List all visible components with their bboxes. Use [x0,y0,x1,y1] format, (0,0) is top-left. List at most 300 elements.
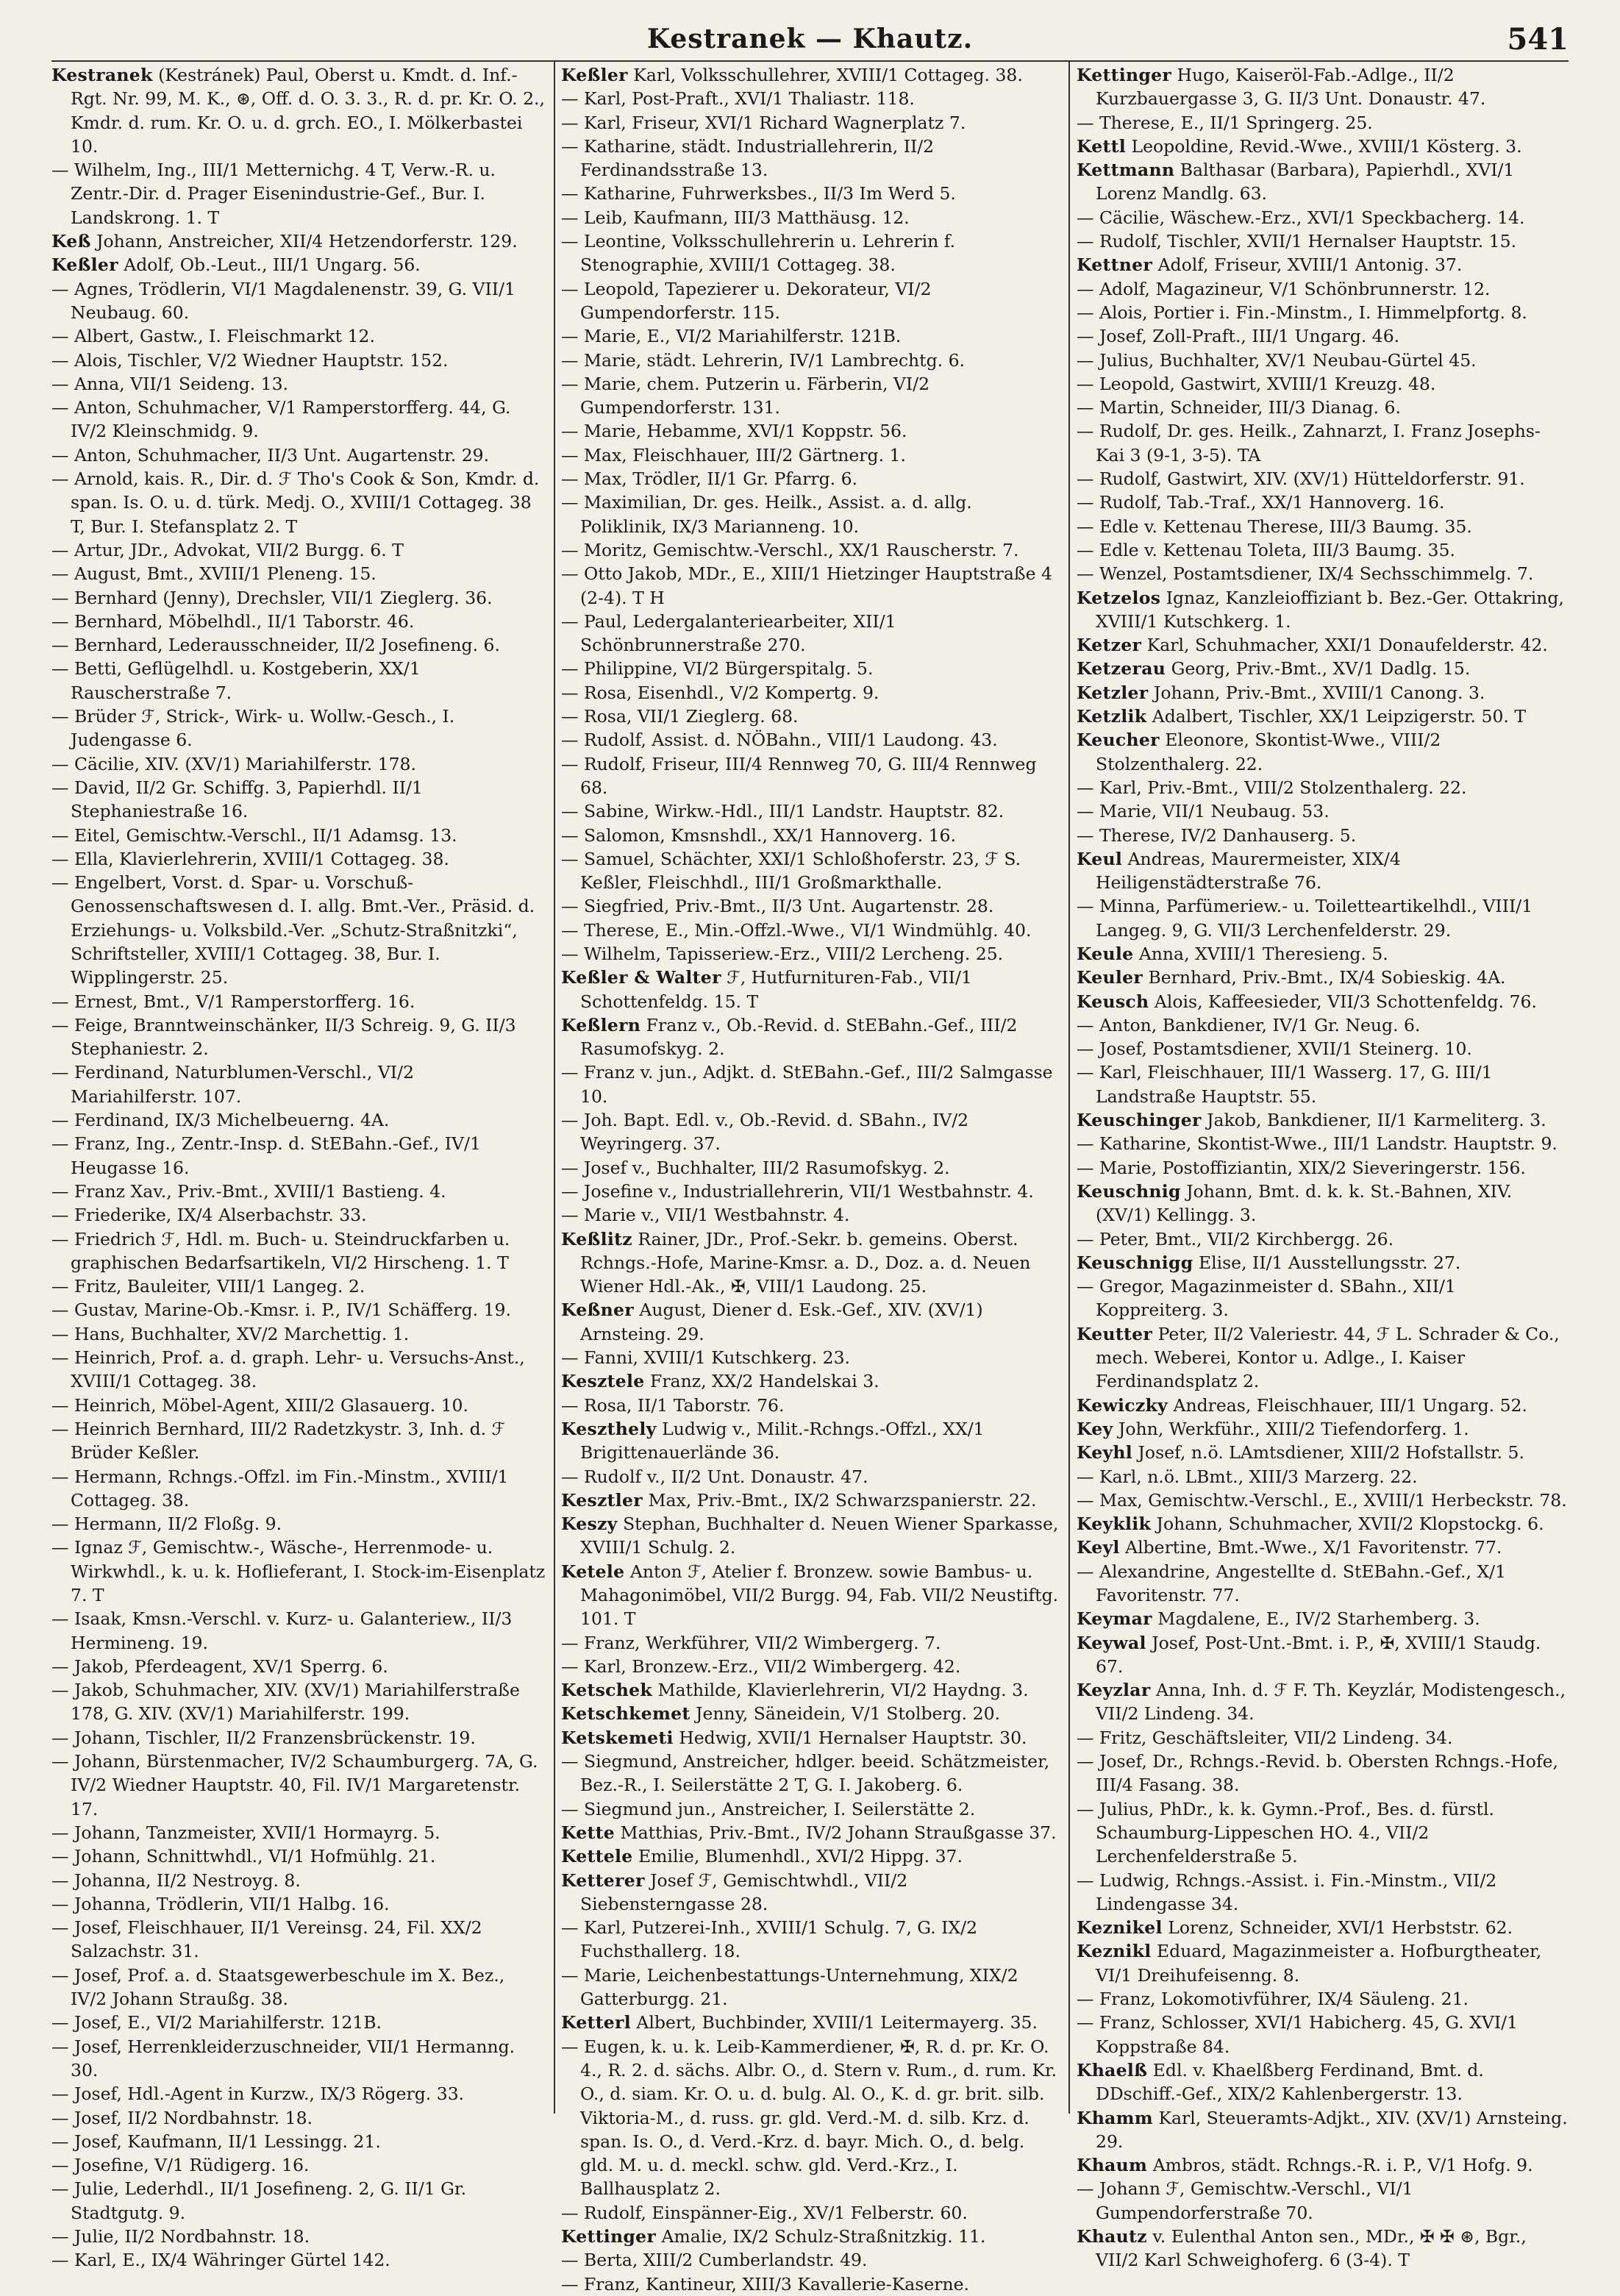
directory-entry [51,2011,546,2034]
directory-entry [1077,562,1569,585]
entry-text: Johann, Schuhmacher, XVII/2 Klopstockg. 6. [1156,1514,1544,1535]
entry-text: — Rudolf, Assist. d. NÖBahn., VIII/1 Laudong. 43. [561,730,998,751]
directory-entry [1077,1322,1569,1394]
directory-entry [561,229,1061,277]
entry-text: — Marie, Postoffiziantin, XIX/2 Sieveringerstr. 156. [1077,1157,1526,1178]
entry-text: — Heinrich, Möbel-Agent, XIII/2 Glasauerg. 10. [51,1394,468,1416]
entry-surname: Keusch [1077,991,1149,1012]
directory-entry [1077,2058,1569,2106]
entry-text: — Rosa, Eisenhdl., V/2 Kompertg. 9. [561,682,879,703]
directory-entry [561,1702,1061,1725]
entry-surname: Ketschkemet [561,1703,691,1725]
entry-text: — Josef, Kaufmann, II/1 Lessingg. 21. [51,2131,381,2152]
entry-text: August, Diener d. Esk.-Gef., XIV. (XV/1) Arnsteing. 29. [580,1299,983,1344]
directory-entry [51,1132,546,1180]
entry-text: — Rudolf, Dr. ges. Heilk., Zahnarzt, I. Franz Josephs-Kai 3 (9-1, 3-5). TA [1077,421,1541,466]
directory-entry [1077,2225,1569,2272]
entry-text: — Johann, Schnittwhdl., VI/1 Hofmühlg. 21. [51,1846,436,1867]
entry-surname: Keuschinger [1077,1110,1202,1131]
entry-text: — Therese, IV/2 Danhauserg. 5. [1077,824,1357,846]
directory-entry [1077,491,1569,514]
directory-entry [51,1322,546,1346]
entry-surname: Keßner [561,1299,634,1321]
entry-text: — Josef, Zoll-Praft., III/1 Ungarg. 46. [1077,326,1400,347]
entry-text: — Karl, Priv.-Bmt., VIII/2 Stolzenthalerg. 22. [1077,777,1467,798]
directory-entry [561,467,1061,491]
directory-entry [51,229,546,253]
directory-entry [561,2011,1061,2034]
directory-entry [1077,1939,1569,1987]
entry-surname: Khaelß [1077,2059,1148,2081]
directory-entry [561,1108,1061,1156]
entry-surname: Key [1077,1418,1113,1439]
entry-text: — Franz, Werkführer, VII/2 Wimbergerg. 7. [561,1632,941,1653]
entry-text: Matthias, Priv.-Bmt., IV/2 Johann Straußgasse 37. [620,1822,1057,1843]
directory-entry [51,372,546,396]
entry-text: — Gustav, Marine-Ob.-Kmsr. i. P., IV/1 Schäfferg. 19. [51,1299,511,1321]
directory-entry [1077,1512,1569,1536]
entry-text: — Franz Xav., Priv.-Bmt., XVIII/1 Bastieng. 4. [51,1180,446,1202]
entry-surname: Keßlitz [561,1228,632,1249]
entry-text: — Franz, Kantineur, XIII/3 Kavallerie-Kaserne. [561,2273,969,2295]
entry-text: Karl, Steueramts-Adjkt., XIV. (XV/1) Arnsteing. 29. [1096,2107,1568,2152]
entry-text: — Hermann, Rchngs.-Offzl. im Fin.-Minstm., XVIII/1 Cottageg. 38. [51,1466,509,1511]
entry-text: — Eitel, Gemischtw.-Verschl., II/1 Adamsg. 13. [51,824,457,846]
directory-entry [51,1417,546,1465]
entry-text: Adalbert, Tischler, XX/1 Leipzigerstr. 50. T [1152,706,1527,727]
entry-surname: Kettinger [561,2226,657,2247]
entry-text: — Samuel, Schächter, XXI/1 Schloßhoferstr. 23, ℱ S. Keßler, Fleischhdl., III/1 Großmarkthalle. [561,848,1021,894]
directory-entry [51,2248,546,2272]
directory-entry [561,1844,1061,1868]
directory-entry [561,1964,1061,2011]
directory-entry [51,1013,546,1061]
entry-text: — Isaak, Kmsn.-Verschl. v. Kurz- u. Galanteriew., II/3 Hermineng. 19. [51,1608,513,1653]
entry-surname: Keutter [1077,1323,1153,1344]
entry-surname: Keßler [51,254,118,276]
entry-text: Anna, XVIII/1 Theresieng. 5. [1138,943,1388,964]
entry-text: Elise, II/1 Ausstellungsstr. 27. [1198,1252,1461,1273]
entry-text: — Siegmund, Anstreicher, hdlger. beeid. Schätzmeister, Bez.-R., I. Seilerstätte 2 T, G. I. Jakoberg. 6. [561,1751,1050,1796]
column-3 [1077,63,1569,2271]
directory-entry [1077,253,1569,277]
entry-text: Eduard, Magazinmeister a. Hofburgtheater, VI/1 Dreihufeisenng. 8. [1096,1941,1542,1986]
directory-entry [1077,206,1569,229]
entry-surname: Ketzer [1077,635,1142,656]
entry-text: Emilie, Blumenhdl., XVI/2 Hippg. 37. [638,1846,963,1867]
directory-entry [1077,586,1569,634]
entry-text: — Johann, Tanzmeister, XVII/1 Hormayrg. 5. [51,1822,440,1843]
entry-text: — Salomon, Kmsnshdl., XX/1 Hannoverg. 16. [561,824,956,846]
directory-entry [1077,2177,1569,2225]
entry-text: Ludwig v., Milit.-Rchngs.-Offzl., XX/1 Brigittenauerlände 36. [580,1418,985,1463]
entry-surname: Keznikl [1077,1941,1152,1962]
directory-entry [1077,63,1569,111]
entry-text: Albert, Buchbinder, XVIII/1 Leitermayerg. 35. [636,2012,1038,2033]
directory-entry [561,847,1061,895]
directory-entry [51,752,546,776]
entry-text: — Edle v. Kettenau Toleta, III/3 Baumg. 35. [1077,539,1455,560]
entry-text: Anton ℱ, Atelier f. Bronzew. sowie Bambus- u. Mahagonimöbel, VII/2 Burgg. 94, Fab. VII/2 Neustiftg. 101. T [580,1561,1059,1630]
entry-text: — Josef, Herrenkleiderzuschneider, VII/1 Hermanng. 30. [51,2036,515,2081]
entry-text: — Sabine, Wirkw.-Hdl., III/1 Landstr. Hauptstr. 82. [561,801,1005,822]
directory-entry [1077,776,1569,799]
entry-text: — Brüder ℱ, Strick-, Wirk- u. Wollw.-Gesch., I. Judengasse 6. [51,706,455,751]
directory-entry [1077,1108,1569,1132]
entry-surname: Ketzelos [1077,587,1161,608]
directory-entry [51,1536,546,1607]
entry-text: — Bernhard (Jenny), Drechsler, VII/1 Zieglerg. 36. [51,587,493,608]
directory-entry [561,705,1061,728]
entry-text: — Katharine, städt. Industriallehrerin, II/2 Ferdinandsstraße 13. [561,135,935,181]
directory-entry [51,2106,546,2130]
entry-surname: Kettl [1077,135,1126,157]
directory-entry [51,1180,546,1203]
directory-entry [1077,728,1569,776]
directory-entry [561,419,1061,443]
entry-text: — Karl, Putzerei-Inh., XVIII/1 Schulg. 7, G. IX/2 Fuchsthallerg. 18. [561,1917,978,1962]
entry-text: — Alexandrine, Angestellte d. StEBahn.-Gef., X/1 Favoritenstr. 77. [1077,1561,1507,1605]
entry-text: — Artur, JDr., Advokat, VII/2 Burgg. 6. T [51,539,404,560]
entry-text: — Marie, Leichenbestattungs-Unternehmung, XIX/2 Gatterburgg. 21. [561,1964,1018,2010]
directory-entry [1077,824,1569,847]
entry-text: — Alois, Portier i. Fin.-Minstm., I. Himmelpfortg. 8. [1077,302,1527,323]
entry-text: — Julius, PhDr., k. k. Gymn.-Prof., Bes. d. fürstl. Schaumburg-Lippeschen HO. 4., VII/2 Lerchenfelderstraße 5. [1077,1798,1494,1867]
entry-text: — Karl, E., IX/4 Währinger Gürtel 142. [51,2250,390,2271]
entry-surname: Kettinger [1077,65,1172,85]
entry-text: ℱ, Hutfurnituren-Fab., VII/1 Schottenfeldg. 15. T [580,967,972,1012]
directory-entry [561,63,1061,87]
entry-text: — Johanna, Trödlerin, VII/1 Halbg. 16. [51,1893,390,1914]
entry-text: — Cäcilie, Wäschew.-Erz., XVI/1 Speckbacherg. 14. [1077,207,1525,228]
entry-text: — Karl, Bronzew.-Erz., VII/2 Wimbergerg. 42. [561,1655,961,1677]
entry-text: — Josef, Fleischhauer, II/1 Vereinsg. 24, Fil. XX/2 Salzachstr. 31. [51,1917,482,1962]
directory-entry [1077,1750,1569,1797]
directory-entry [561,752,1061,800]
entry-text: — Rosa, II/1 Taborstr. 76. [561,1394,785,1416]
directory-entry [51,1844,546,1868]
entry-text: — Marie, E., VI/2 Mariahilferstr. 121B. [561,326,902,347]
entry-text: — Eugen, k. u. k. Leib-Kammerdiener, ✠, R. d. pr. Kr. O. 4., R. 2. d. sächs. Albr. O., d. Stern v. Rum., d. rum. Kr. O., d. siam. Kr. O. u. d. bulg. Al. O., K. d. gr. brit. silb. Viktoria-M., d. russ. gr. gld. Verd.-M. d. silb. Krz. d. span. Is. O., d. Verd.-Krz. d. bayr. Mich. O., d. belg. gld. M. u. d. meckl. schw. gld. Verd.-Krz., I. Ballhausplatz 2. [561,2036,1057,2200]
directory-entry [561,1394,1061,1417]
directory-entry [561,562,1061,610]
entry-text: — Leontine, Volksschullehrerin u. Lehrerin f. Stenographie, XVIII/1 Cottageg. 38. [561,231,956,276]
entry-surname: Ketterer [561,1869,645,1891]
directory-entry [51,1274,546,1298]
directory-entry [561,2272,1061,2296]
directory-entry [1077,1489,1569,1512]
entry-text: — Friederike, IX/4 Alserbachstr. 33. [51,1205,367,1226]
entry-text: Josef, n.ö. LAmtsdiener, XIII/2 Hofstallstr. 5. [1138,1442,1524,1463]
directory-entry [51,1607,546,1655]
directory-entry [561,206,1061,229]
entry-surname: Khautz [1077,2226,1147,2247]
entry-text: — Therese, E., II/1 Springerg. 25. [1077,112,1373,133]
entry-text: Franz, XX/2 Handelskai 3. [650,1371,879,1392]
directory-entry [1077,942,1569,966]
entry-text: — Rudolf, Friseur, III/4 Rennweg 70, G. III/4 Rennweg 68. [561,753,1037,798]
entry-text: — Max, Trödler, II/1 Gr. Pfarrg. 6. [561,468,858,490]
entry-text: — Rudolf, Einspänner-Eig., XV/1 Felberstr. 60. [561,2202,968,2223]
entry-text: — Josef v., Buchhalter, III/2 Rasumofskyg. 2. [561,1157,950,1178]
entry-surname: Keyzlar [1077,1680,1151,1701]
directory-entry [561,135,1061,182]
entry-text: — Gregor, Magazinmeister d. SBahn., XII/1 Koppreiterg. 3. [1077,1276,1456,1321]
directory-entry [1077,1726,1569,1750]
directory-entry [561,491,1061,538]
page-header [51,19,1569,63]
directory-entry [1077,847,1569,895]
directory-entry [1077,1274,1569,1322]
entry-surname: Keßler [561,65,628,85]
directory-entry [51,610,546,633]
entry-text: — Josefine v., Industriallehrerin, VII/1 Westbahnstr. 4. [561,1180,1034,1202]
directory-entry [1077,1560,1569,1608]
entry-text: Georg, Priv.-Bmt., XV/1 Dadlg. 15. [1171,658,1471,680]
directory-entry [51,586,546,610]
entry-text: Adolf, Friseur, XVIII/1 Antonig. 37. [1157,254,1463,276]
directory-entry [1077,633,1569,657]
directory-entry [51,2035,546,2083]
entry-text: — Katharine, Fuhrwerksbes., II/3 Im Werd 5. [561,183,956,204]
entry-surname: Kesztler [561,1489,643,1511]
directory-entry [1077,1037,1569,1060]
directory-entry [1077,1987,1569,2011]
directory-entry [51,538,546,562]
entry-text: Hedwig, XVII/1 Hernalser Hauptstr. 30. [679,1727,1027,1748]
directory-entry [1077,799,1569,823]
directory-entry [561,1631,1061,1655]
entry-text: — Karl, Friseur, XVI/1 Richard Wagnerplatz 7. [561,112,966,133]
entry-text: Max, Priv.-Bmt., IX/2 Schwarzspanierstr. 22. [648,1489,1037,1511]
entry-text: — Josef, Hdl.-Agent in Kurzw., IX/3 Rögerg. 33. [51,2083,465,2105]
entry-text: — Minna, Parfümeriew.- u. Toiletteartikelhdl., VIII/1 Langeg. 9, G. VII/3 Lerchenfelderstr. 29. [1077,896,1533,941]
entry-text: Karl, Volksschullehrer, XVIII/1 Cottageg. 38. [633,65,1023,85]
entry-text: — Hans, Buchhalter, XV/2 Marchettig. 1. [51,1323,410,1344]
entry-text: — Max, Fleischhauer, III/2 Gärtnerg. 1. [561,444,906,466]
entry-text: Bernhard, Priv.-Bmt., IX/4 Sobieskig. 4A. [1148,967,1506,988]
entry-text: Johann, Bmt. d. k. k. St.-Bahnen, XIV. (XV/1) Kellingg. 3. [1096,1180,1513,1226]
entry-text: — Bernhard, Lederausschneider, II/2 Josefineng. 6. [51,635,500,656]
entry-text: Magdalene, E., IV/2 Starhemberg. 3. [1157,1608,1480,1630]
directory-entry [561,87,1061,110]
entry-text: — Josef, Dr., Rchngs.-Revid. b. Obersten Rchngs.-Hofe, III/4 Fasang. 38. [1077,1751,1559,1796]
directory-entry [51,633,546,657]
entry-surname: Keznikel [1077,1917,1163,1939]
directory-entry [51,1465,546,1513]
entry-surname: Kettner [1077,254,1153,276]
entry-surname: Keucher [1077,730,1160,751]
directory-entry [561,372,1061,420]
entry-text: — Rudolf, Gastwirt, XIV. (XV/1) Hütteldorferstr. 91. [1077,468,1525,490]
entry-surname: Kewiczky [1077,1394,1168,1416]
entry-text: — David, II/2 Gr. Schiffg. 3, Papierhdl. II/1 Stephaniestraße 16. [51,777,423,822]
directory-entry [1077,1251,1569,1274]
directory-entry [561,1298,1061,1346]
directory-entry [1077,966,1569,989]
directory-entry [561,966,1061,1013]
entry-surname: Ketzlik [1077,706,1147,727]
entry-text: — Rosa, VII/1 Zieglerg. 68. [561,706,799,727]
entry-text: — Bernhard, Möbelhdl., II/1 Taborstr. 46. [51,610,415,632]
entry-text: — Fritz, Bauleiter, VIII/1 Langeg. 2. [51,1276,365,1297]
directory-entry [561,610,1061,657]
directory-entry [51,1227,546,1275]
directory-entry [1077,396,1569,419]
entry-surname: Khaum [1077,2155,1148,2176]
entry-surname: Kettmann [1077,160,1175,181]
directory-entry [1077,372,1569,396]
entry-text: — Josef, Postamtsdiener, XVII/1 Steinerg. 10. [1077,1038,1472,1060]
entry-text: — Martin, Schneider, III/3 Dianag. 6. [1077,397,1401,418]
entry-text: Stephan, Buchhalter d. Neuen Wiener Sparkasse, XVIII/1 Schulg. 2. [580,1514,1059,1558]
directory-entry [51,1298,546,1322]
directory-entry [51,705,546,752]
directory-entry [1077,277,1569,301]
entry-text: — Marie, Hebamme, XVI/1 Koppstr. 56. [561,421,907,442]
entry-text: — Wenzel, Postamtsdiener, IX/4 Sechsschimmelg. 7. [1077,563,1534,585]
directory-entry [561,1346,1061,1369]
directory-entry [51,1512,546,1536]
entry-text: Karl, Schuhmacher, XXI/1 Donaufelderstr. 42. [1146,635,1548,656]
entry-text: Andreas, Fleischhauer, III/1 Ungarg. 52. [1173,1394,1527,1416]
directory-entry [561,2201,1061,2225]
directory-entry [561,1916,1061,1964]
entry-text: — Josef, Prof. a. d. Staatsgewerbeschule im X. Bez., IV/2 Johann Straußg. 38. [51,1964,505,2010]
directory-entry [51,562,546,585]
directory-entry [561,1560,1061,1631]
directory-entry [51,1892,546,1916]
entry-surname: Keßler & Walter [561,967,721,988]
directory-entry [561,1060,1061,1108]
entry-text: — Johann ℱ, Gemischtw.-Verschl., VI/1 Gumpendorferstraße 70. [1077,2178,1413,2223]
directory-entry [51,277,546,325]
entry-text: — Ferdinand, IX/3 Michelbeuerng. 4A. [51,1110,390,1131]
entry-text: — Friedrich ℱ, Hdl. m. Buch- u. Steindruckfarben u. graphischen Bedarfsartikeln, VI/2 Hirscheng. 1. T [51,1228,510,1273]
directory-entry [1077,1132,1569,1155]
entry-text: — Arnold, kais. R., Dir. d. ℱ Tho's Cook & Son, Kmdr. d. span. Is. O. u. d. türk. Medj. O., XVIII/1 Cottageg. 38 T, Bur. I. Stefansplatz 2. T [51,468,540,537]
entry-text: Franz v., Ob.-Revid. d. StEBahn.-Gef., III/2 Rasumofskyg. 2. [580,1014,1018,1060]
entry-text: — Julius, Buchhalter, XV/1 Neubau-Gürtel 45. [1077,349,1477,371]
directory-entry [1077,467,1569,491]
directory-entry [561,1203,1061,1227]
directory-entry [51,158,546,229]
directory-entry [561,1180,1061,1203]
entry-text: — Ludwig, Rchngs.-Assist. i. Fin.-Minstm., VII/2 Lindengasse 34. [1077,1869,1497,1914]
directory-entry [51,1108,546,1132]
entry-text: Leopoldine, Revid.-Wwe., XVIII/1 Kösterg. 3. [1131,135,1522,157]
entry-text: — Marie v., VII/1 Westbahnstr. 4. [561,1205,850,1226]
entry-text: — Marie, chem. Putzerin u. Färberin, VI/2 Gumpendorferstr. 131. [561,373,930,418]
column-1 [51,63,546,2271]
entry-text: — Otto Jakob, MDr., E., XIII/1 Hietzinger Hauptstraße 4 (2-4). T H [561,563,1052,608]
entry-surname: Keuschnig [1077,1180,1181,1202]
page-number: 541 [1507,22,1569,57]
directory-entry [51,1678,546,1726]
directory-entry [51,1203,546,1227]
entry-surname: Keßlern [561,1014,641,1035]
directory-entry [51,776,546,824]
entry-text: Balthasar (Barbara), Papierhdl., XVI/1 Lorenz Mandlg. 63. [1096,160,1515,204]
directory-entry [1077,1607,1569,1630]
directory-entry [1077,1013,1569,1037]
entry-text: — Alois, Tischler, V/2 Wiedner Hauptstr. 152. [51,349,449,371]
directory-entry [51,1655,546,1678]
directory-entry [561,1465,1061,1489]
directory-entry [1077,1441,1569,1464]
entry-surname: Keul [1077,848,1123,869]
entry-text: Hugo, Kaiseröl-Fab.-Adlge., II/2 Kurzbauergasse 3, G. II/3 Unt. Donaustr. 47. [1096,65,1486,110]
entry-text: — Josef, E., VI/2 Mariahilferstr. 121B. [51,2012,382,2033]
directory-entry [1077,229,1569,253]
directory-entry [1077,1916,1569,1939]
entry-surname: Khamm [1077,2107,1153,2128]
directory-entry [51,847,546,871]
entry-text: Josef, Post-Unt.-Bmt. i. P., ✠, XVIII/1 Staudg. 67. [1096,1632,1541,1677]
directory-entry [561,1512,1061,1560]
entry-text: — Betti, Geflügelhdl. u. Kostgeberin, XX/1 Rauscherstraße 7. [51,658,421,703]
entry-text: Adolf, Ob.-Leut., III/1 Ungarg. 56. [124,254,421,276]
entry-text: — Franz, Schlosser, XVI/1 Habicherg. 45, G. XVI/1 Koppstraße 84. [1077,2012,1519,2057]
entry-text: — Siegmund jun., Anstreicher, I. Seilerstätte 2. [561,1798,976,1819]
entry-text: Albertine, Bmt.-Wwe., X/1 Favoritenstr. 77. [1125,1537,1502,1558]
entry-text: — Josefine, V/1 Rüdigerg. 16. [51,2155,310,2176]
entry-text: — Franz v. jun., Adjkt. d. StEBahn.-Gef., III/2 Salmgasse 10. [561,1062,1053,1107]
entry-text: — Engelbert, Vorst. d. Spar- u. Vorschuß-Genossenschaftswesen d. I. allg. Bmt.-Ver., Präsid. d. Erziehungs- u. Volksbild.-Ver. „Schutz-Straßnitzki“, Schriftsteller, XVIII/1 Cottageg. 38, Bur. I. Wipplingerstr. 25. [51,872,535,988]
entry-text: Johann, Anstreicher, XII/4 Hetzendorferstr. 129. [96,231,518,252]
entry-text: — Leopold, Gastwirt, XVIII/1 Kreuzg. 48. [1077,373,1436,394]
entry-text: — Rudolf, Tab.-Traf., XX/1 Hannoverg. 16. [1077,492,1445,513]
directory-entry [561,1156,1061,1180]
directory-entry [561,2248,1061,2272]
entry-text: — Fritz, Geschäftsleiter, VII/2 Lindeng. 34. [1077,1727,1453,1748]
entry-text: — Anton, Schuhmacher, II/3 Unt. Augartenstr. 29. [51,444,490,466]
entry-text: — Katharine, Skontist-Wwe., III/1 Landstr. Hauptstr. 9. [1077,1133,1557,1155]
directory-entry [1077,515,1569,538]
entry-text: — Johanna, II/2 Nestroyg. 8. [51,1869,301,1891]
entry-surname: Kestranek [51,65,153,85]
directory-entry [51,990,546,1013]
directory-entry [1077,1060,1569,1108]
directory-entry [561,538,1061,562]
entry-text: — Paul, Ledergalanteriearbeiter, XII/1 Schönbrunnerstraße 270. [561,610,896,656]
directory-entry [51,2082,546,2106]
entry-surname: Ketzler [1077,682,1149,703]
entry-surname: Ketele [561,1561,625,1582]
directory-entry [1077,1797,1569,1869]
entry-text: Mathilde, Klavierlehrerin, VI/2 Haydng. 3. [657,1680,1029,1701]
entry-text: Ambros, städt. Rchngs.-R. i. P., V/1 Hofg. 9. [1152,2155,1533,2176]
entry-surname: Keuschnigg [1077,1252,1193,1273]
entry-text: — Johann, Tischler, II/2 Franzensbrückenstr. 19. [51,1727,476,1748]
directory-entry [561,324,1061,348]
entry-text: — Maximilian, Dr. ges. Heilk., Assist. a. d. allg. Poliklinik, IX/3 Marianneng. 10. [561,492,972,537]
directory-entry [561,657,1061,680]
directory-entry [561,1417,1061,1465]
entry-surname: Keyklik [1077,1514,1152,1535]
entry-text: Lorenz, Schneider, XVI/1 Herbststr. 62. [1168,1917,1513,1939]
directory-entry [561,2225,1061,2248]
entry-text: — Karl, Fleischhauer, III/1 Wasserg. 17, G. III/1 Landstraße Hauptstr. 55. [1077,1062,1493,1107]
directory-entry [561,1726,1061,1750]
entry-surname: Keyhl [1077,1442,1133,1463]
entry-text: — Rudolf, Tischler, XVII/1 Hernalser Hauptstr. 15. [1077,231,1517,252]
directory-entry [1077,1227,1569,1251]
entry-text: — Wilhelm, Tapisseriew.-Erz., VIII/2 Lercheng. 25. [561,943,1004,964]
directory-entry [1077,990,1569,1013]
entry-text: — Ferdinand, Naturblumen-Verschl., VI/2 Mariahilferstr. 107. [51,1062,414,1107]
entry-text: — Marie, städt. Lehrerin, IV/1 Lambrechtg. 6. [561,349,966,371]
